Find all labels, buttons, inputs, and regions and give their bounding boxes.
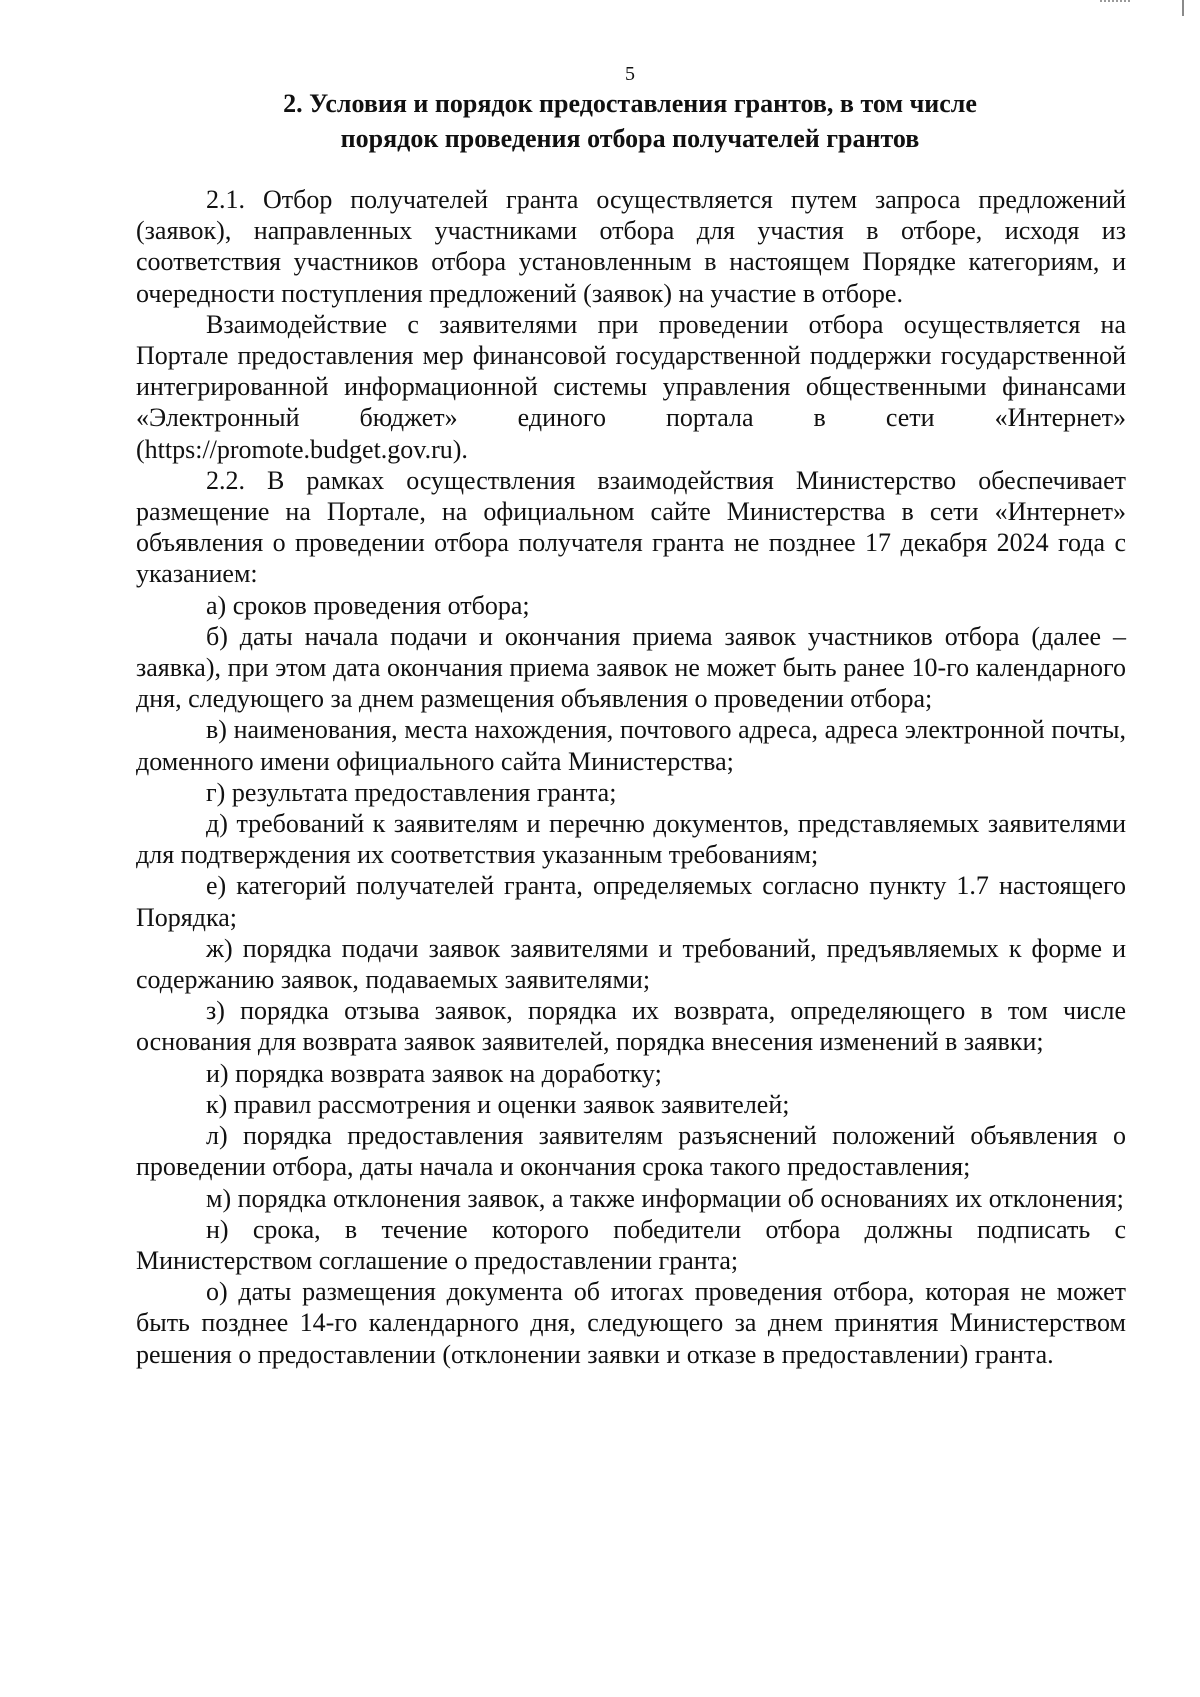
list-item-g: г) результата предоставления гранта; bbox=[206, 777, 617, 807]
list-item-m: м) порядка отклонения заявок, а также информации об основаниях их отклонения; bbox=[206, 1183, 1124, 1213]
section-title-line-1: 2. Условия и порядок предоставления грантов, в том числе bbox=[283, 89, 977, 118]
section-body bbox=[136, 184, 1126, 1370]
section-title bbox=[240, 86, 1020, 156]
list-item-l: л) порядка предоставления заявителям разъяснений положений объявления о проведении отбора, даты начала и окончания срока такого предоставления; bbox=[136, 1121, 1126, 1182]
list-item-o: о) даты размещения документа об итогах проведения отбора, которая не может быть позднее 14-го календарного дня, следующего за днем принятия Министерством решения о предоставлении (отклонении заявки и отказе в предоставлении) гранта. bbox=[136, 1277, 1126, 1369]
list-item-z: з) порядка отзыва заявок, порядка их возврата, определяющего в том числе основания для возврата заявок заявителей, порядка внесения изменений в заявки; bbox=[136, 996, 1126, 1057]
list-item-e: е) категорий получателей гранта, определяемых согласно пункту 1.7 настоящего Порядка; bbox=[136, 871, 1126, 932]
paragraph-interaction-portal: Взаимодействие с заявителями при проведении отбора осуществляется на Портале предоставления мер финансовой государственной поддержки государственной интегрированной информационной системы управления общественными финансами «Электронный бюджет» единого портала в сети «Интернет» (https://promote.budget.gov.ru). bbox=[136, 309, 1126, 464]
list-item-v: в) наименования, места нахождения, почтового адреса, адреса электронной почты, доменного имени официального сайта Министерства; bbox=[136, 715, 1126, 776]
section-title-line-2: порядок проведения отбора получателей грантов bbox=[340, 124, 920, 153]
paragraph-2-2: 2.2. В рамках осуществления взаимодействия Министерство обеспечивает размещение на Портале, на официальном сайте Министерства в сети «Интернет» объявления о проведении отбора получателя гранта не позднее 17 декабря 2024 года с указанием: bbox=[136, 465, 1126, 589]
list-item-n: н) срока, в течение которого победители отбора должны подписать с Министерством соглашение о предоставлении гранта; bbox=[136, 1214, 1126, 1275]
list-item-a: а) сроков проведения отбора; bbox=[206, 590, 530, 620]
scan-edge-mark bbox=[1182, 0, 1184, 16]
list-item-k: к) правил рассмотрения и оценки заявок заявителей; bbox=[206, 1089, 790, 1119]
list-item-d: д) требований к заявителям и перечню документов, представляемых заявителями для подтверждения их соответствия указанным требованиям; bbox=[136, 809, 1126, 870]
paragraph-2-1: 2.1. Отбор получателей гранта осуществляется путем запроса предложений (заявок), направленных участниками отбора для участия в отборе, исходя из соответствия участников отбора установленным в настоящем Порядке категориям, и очередности поступления предложений (заявок) на участие в отборе. bbox=[136, 185, 1126, 308]
list-item-i: и) порядка возврата заявок на доработку; bbox=[206, 1058, 662, 1088]
page-number: 5 bbox=[625, 63, 635, 85]
list-item-zh: ж) порядка подачи заявок заявителями и требований, предъявляемых к форме и содержанию заявок, подаваемых заявителями; bbox=[136, 933, 1126, 995]
scan-corner-mark bbox=[1100, 0, 1130, 6]
list-item-b: б) даты начала подачи и окончания приема заявок участников отбора (далее – заявка), при этом дата окончания приема заявок не может быть ранее 10-го календарного дня, следующего за днем размещения объявления о проведении отбора; bbox=[136, 621, 1126, 714]
